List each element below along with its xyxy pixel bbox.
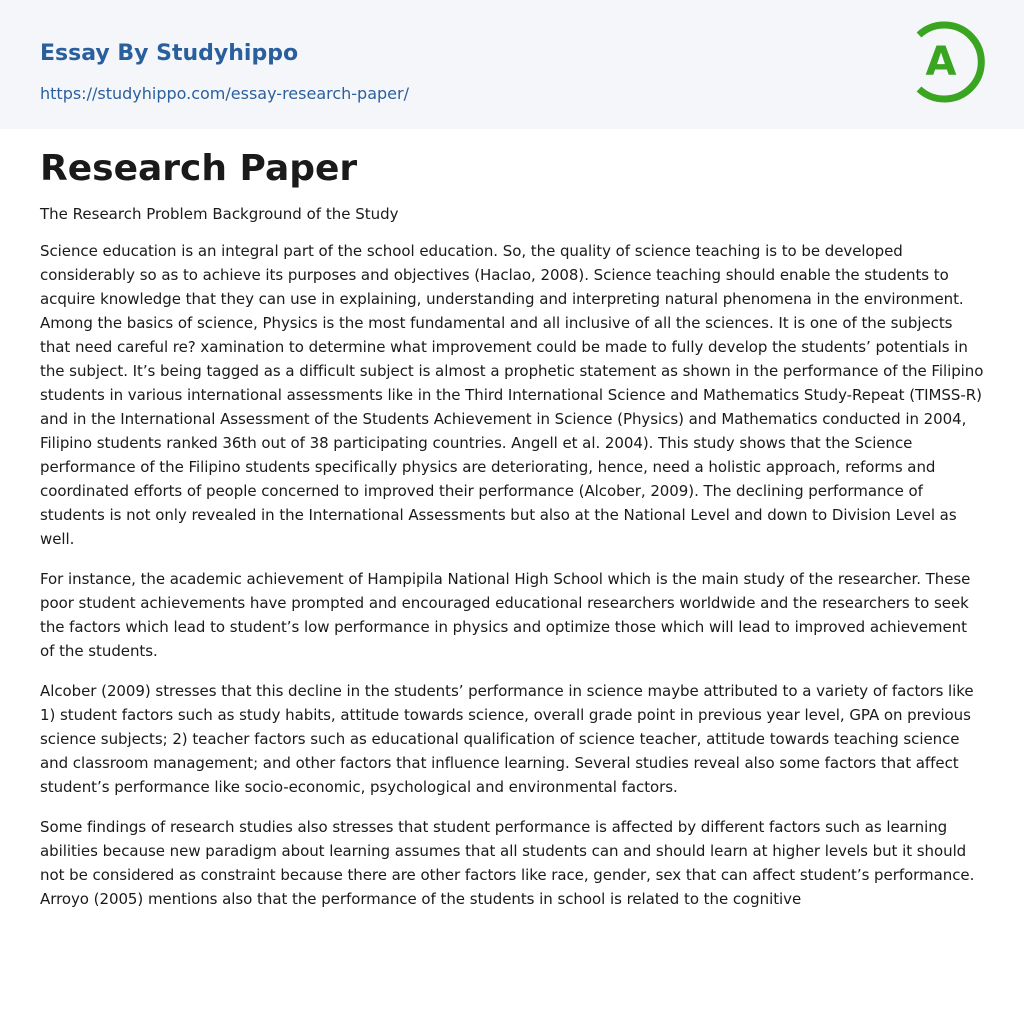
essay-url-link[interactable]: https://studyhippo.com/essay-research-paper/ <box>40 84 409 103</box>
logo-letter: A <box>925 39 957 85</box>
paragraph-1: Science education is an integral part of the school education. So, the quality of science teaching is to be developed considerably so as to achieve its purposes and objectives (Haclao, 2008). Science teaching should enable the students to acquire knowledge that they can use in explaining, understanding and interpreting natural phenomena in the environment. Among the basics of science, Physics is the most fundamental and all inclusive of all the sciences. It is one of the subjects that need careful re? xamination to determine what improvement could be made to fully develop the students’ potentials in the subject. It’s being tagged as a difficult subject is almost a prophetic statement as shown in the performance of the Filipino students in various international assessments like in the Third International Science and Mathematics Study-Repeat (TIMSS-R) and in the International Assessment of the Students Achievement in Science (Physics) and Mathematics conducted in 2004, Filipino students ranked 36th out of 38 participating countries. Angell et al. 2004). This study shows that the Science performance of the Filipino students specifically physics are deteriorating, hence, need a holistic approach, reforms and coordinated efforts of people concerned to improved their performance (Alcober, 2009). The declining performance of students is not only revealed in the International Assessments but also at the National Level and down to Division Level as well. <box>40 242 984 548</box>
article-body <box>0 129 1024 911</box>
studyhippo-logo[interactable] <box>906 18 990 106</box>
paragraph-2: For instance, the academic achievement of Hampipila National High School which is the main study of the researcher. These poor student achievements have prompted and encouraged educational researchers worldwide and the researchers to seek the factors which lead to student’s low performance in physics and optimize those which will lead to improved achievement of the students. <box>40 570 971 660</box>
page-title: Research Paper <box>40 148 358 189</box>
site-header <box>0 0 1024 129</box>
paragraph-3: Alcober (2009) stresses that this decline in the students’ performance in science maybe attributed to a variety of factors like 1) student factors such as study habits, attitude towards science, overall grade point in previous year level, GPA on previous science subjects; 2) teacher factors such as educational qualification of science teacher, attitude towards teaching science and classroom management; and other factors that influence learning. Several studies reveal also some factors that affect student’s performance like socio-economic, psychological and environmental factors. <box>40 682 974 796</box>
article-subtitle: The Research Problem Background of the Study <box>40 205 399 223</box>
paragraph-4: Some findings of research studies also stresses that student performance is affected by different factors such as learning abilities because new paradigm about learning assumes that all students can and should learn at higher levels but it should not be considered as constraint because there are other factors like race, gender, sex that can affect student’s performance. Arroyo (2005) mentions also that the performance of the students in school is related to the cognitive <box>40 818 975 908</box>
site-title[interactable]: Essay By Studyhippo <box>40 41 299 66</box>
